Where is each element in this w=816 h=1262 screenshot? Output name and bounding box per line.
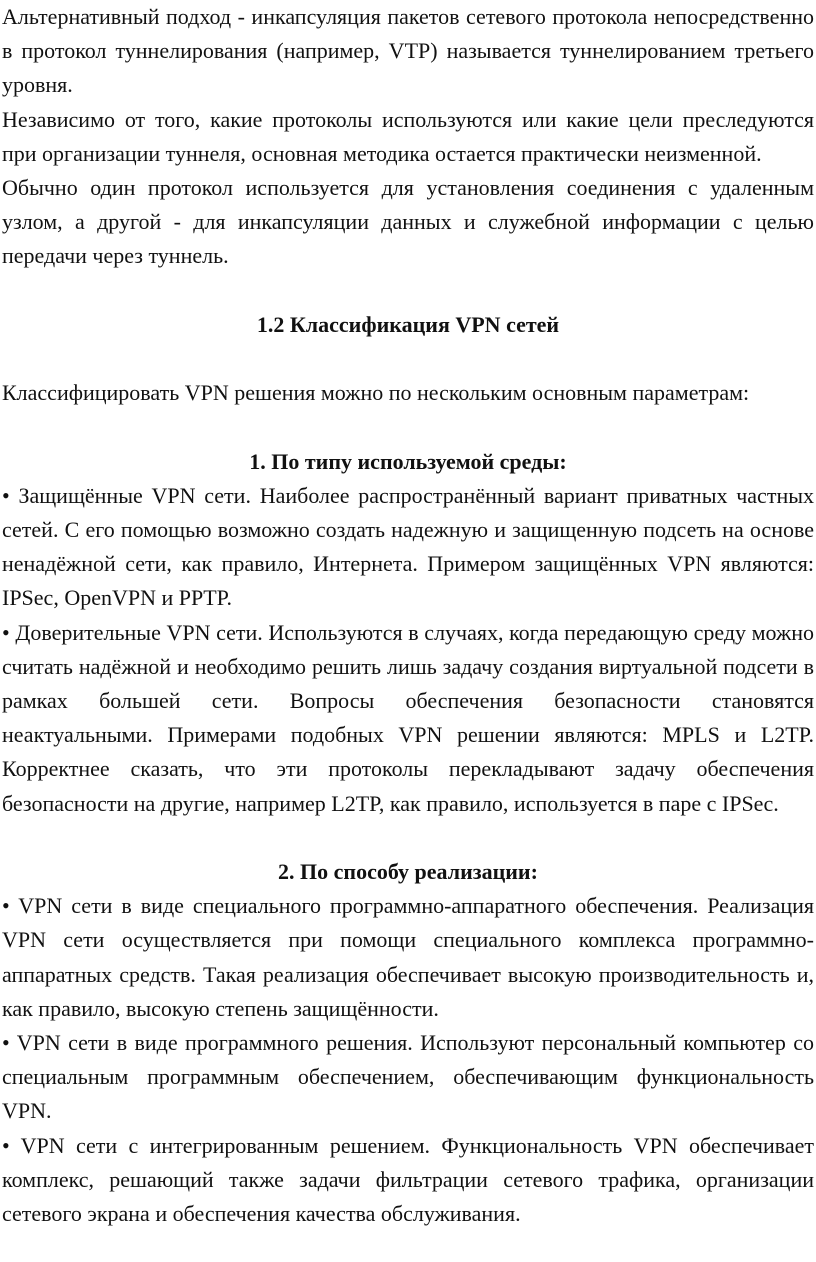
intro-paragraph-3: Обычно один протокол используется для установления соединения с удаленным узлом, а другой - для инкапсуляции данных и служебной информации с целью передачи через туннель. xyxy=(2,175,814,269)
section-intro: Классифицировать VPN решения можно по нескольким основным параметрам: xyxy=(2,380,750,406)
subsection-1-item-1: • Защищённые VPN сети. Наиболее распространённый вариант приватных частных сетей. С его помощью возможно создать надежную и защищенную подсеть на основе ненадёжной сети, как правило, Интернета. Примером защищённых VPN являются: IPSec, OpenVPN и PPTP. xyxy=(2,482,814,611)
blank-line xyxy=(2,342,814,376)
subsection-2-item-3: • VPN сети с интегрированным решением. Функциональность VPN обеспечивает комплекс, решающий также задачи фильтрации сетевого трафика, организации сетевого экрана и обеспечения качества обслуживания. xyxy=(2,1132,814,1227)
blank-line xyxy=(2,821,814,855)
subsection-2-heading: 2. По способу реализации: xyxy=(278,859,538,885)
subsection-1-item-2: • Доверительные VPN сети. Используются в случаях, когда передающую среду можно считать надёжной и необходимо решить лишь задачу создания виртуальной подсети в рамках большей сети. Вопросы обеспечения безопасности становятся неактуальными. Примерами подобных VPN решении являются: MPLS и L2TP. Корректнее сказать, что эти протоколы перекладывают задачу обеспечения безопасности на другие, например L2TP, как правило, используется в паре с IPSec. xyxy=(2,619,814,816)
blank-line xyxy=(2,410,814,444)
subsection-2-item-2: • VPN сети в виде программного решения. Используют персональный компьютер со специальным программным обеспечением, обеспечивающим функциональность VPN. xyxy=(2,1030,814,1124)
subsection-2-item-1: • VPN сети в виде специального программно-аппаратного обеспечения. Реализация VPN сети осуществляется при помощи специального комплекса программно-аппаратных средств. Такая реализация обеспечивает высокую производительность и, как правило, высокую степень защищённости. xyxy=(2,893,814,1021)
intro-paragraph-1: Альтернативный подход - инкапсуляция пакетов сетевого протокола непосредственно в протокол туннелирования (например, VTP) называется туннелированием третьего уровня. xyxy=(2,4,814,98)
section-heading: 1.2 Классификация VPN сетей xyxy=(256,311,560,337)
intro-paragraph-2: Независимо от того, какие протоколы используются или какие цели преследуются при организации туннеля, основная методика остается практически неизменной. xyxy=(2,106,814,166)
blank-line xyxy=(2,274,814,308)
subsection-1-heading: 1. По типу используемой среды: xyxy=(249,448,567,474)
